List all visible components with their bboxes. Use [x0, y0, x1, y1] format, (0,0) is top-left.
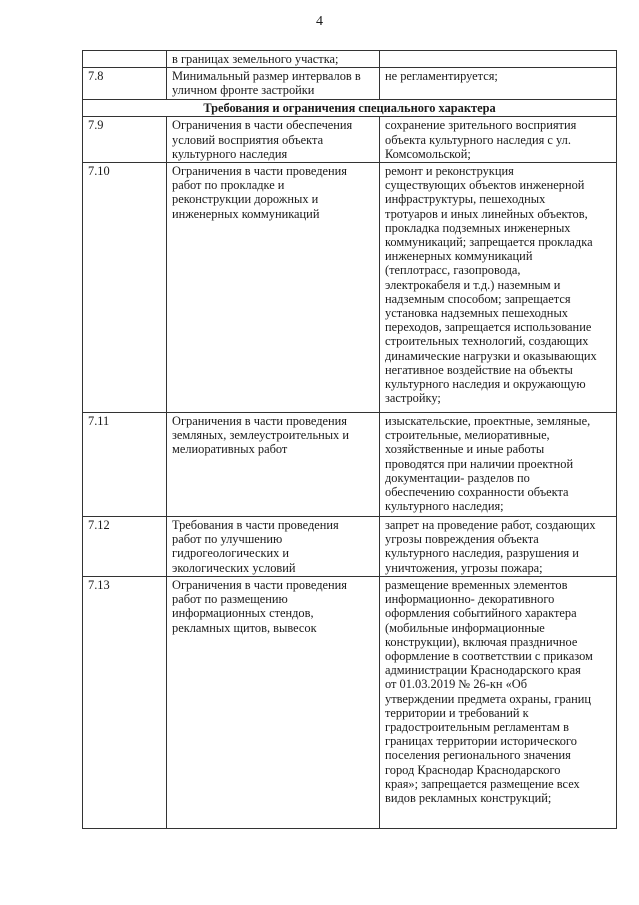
table-row: [83, 577, 617, 829]
row-value: размещение временных элементов информационно- декоративного оформления событийного характера (мобильные информационные конструкции), включая праздничное оформление в соответствии с приказом администрации Краснодарского края от 01.03.2019 № 26-кн «Об утверждении предмета охраны, границ территории и требований к градостроительным регламентам в границах территории исторического поселения регионального значения город Краснодар Краснодарского края»; запрещается размещение всех видов рекламных конструкций;: [380, 577, 617, 829]
row-value: сохранение зрительного восприятия объекта культурного наследия с ул. Комсомольской;: [380, 117, 617, 163]
table-row: [83, 163, 617, 413]
row-number: 7.9: [83, 117, 167, 163]
row-number: 7.8: [83, 68, 167, 100]
row-number: 7.12: [83, 517, 167, 577]
row-value: не регламентируется;: [380, 68, 617, 100]
row-number: 7.11: [83, 413, 167, 517]
row-name: Ограничения в части обеспечения условий восприятия объекта культурного наследия: [167, 117, 380, 163]
row-name: Требования в части проведения работ по улучшению гидрогеологических и экологических условий: [167, 517, 380, 577]
row-number: 7.10: [83, 163, 167, 413]
row-name: в границах земельного участка;: [167, 51, 380, 68]
section-title: Требования и ограничения специального характера: [83, 100, 617, 117]
regulations-table: [82, 50, 617, 829]
row-name: Ограничения в части проведения земляных, землеустроительных и мелиоративных работ: [167, 413, 380, 517]
table-row: [83, 117, 617, 163]
row-value: запрет на проведение работ, создающих угрозы повреждения объекта культурного наследия, разрушения и уничтожения, угрозы пожара;: [380, 517, 617, 577]
row-value: [380, 51, 617, 68]
row-number: [83, 51, 167, 68]
row-name: Минимальный размер интервалов в уличном фронте застройки: [167, 68, 380, 100]
table-row: [83, 413, 617, 517]
table-row: [83, 51, 617, 68]
table-row: [83, 517, 617, 577]
row-name: Ограничения в части проведения работ по размещению информационных стендов, рекламных щитов, вывесок: [167, 577, 380, 829]
page-number: 4: [316, 14, 323, 29]
row-value: изыскательские, проектные, земляные, строительные, мелиоративные, хозяйственные и иные работы проводятся при наличии проектной документации- разделов по обеспечению сохранности объекта культурного наследия;: [380, 413, 617, 517]
row-number: 7.13: [83, 577, 167, 829]
table-row: [83, 68, 617, 100]
row-value: ремонт и реконструкция существующих объектов инженерной инфраструктуры, пешеходных тротуаров и иных линейных объектов, прокладка подземных инженерных коммуникаций; запрещается прокладка инженерных коммуникаций (теплотрасс, газопровода, электрокабеля и т.д.) наземным и надземным способом; запрещается установка надземных пешеходных переходов, запрещается использование строительных технологий, создающих динамические нагрузки и оказывающих негативное воздействие на объекты культурного наследия и окружающую застройку;: [380, 163, 617, 413]
section-header-row: [83, 100, 617, 117]
row-name: Ограничения в части проведения работ по прокладке и реконструкции дорожных и инженерных коммуникаций: [167, 163, 380, 413]
